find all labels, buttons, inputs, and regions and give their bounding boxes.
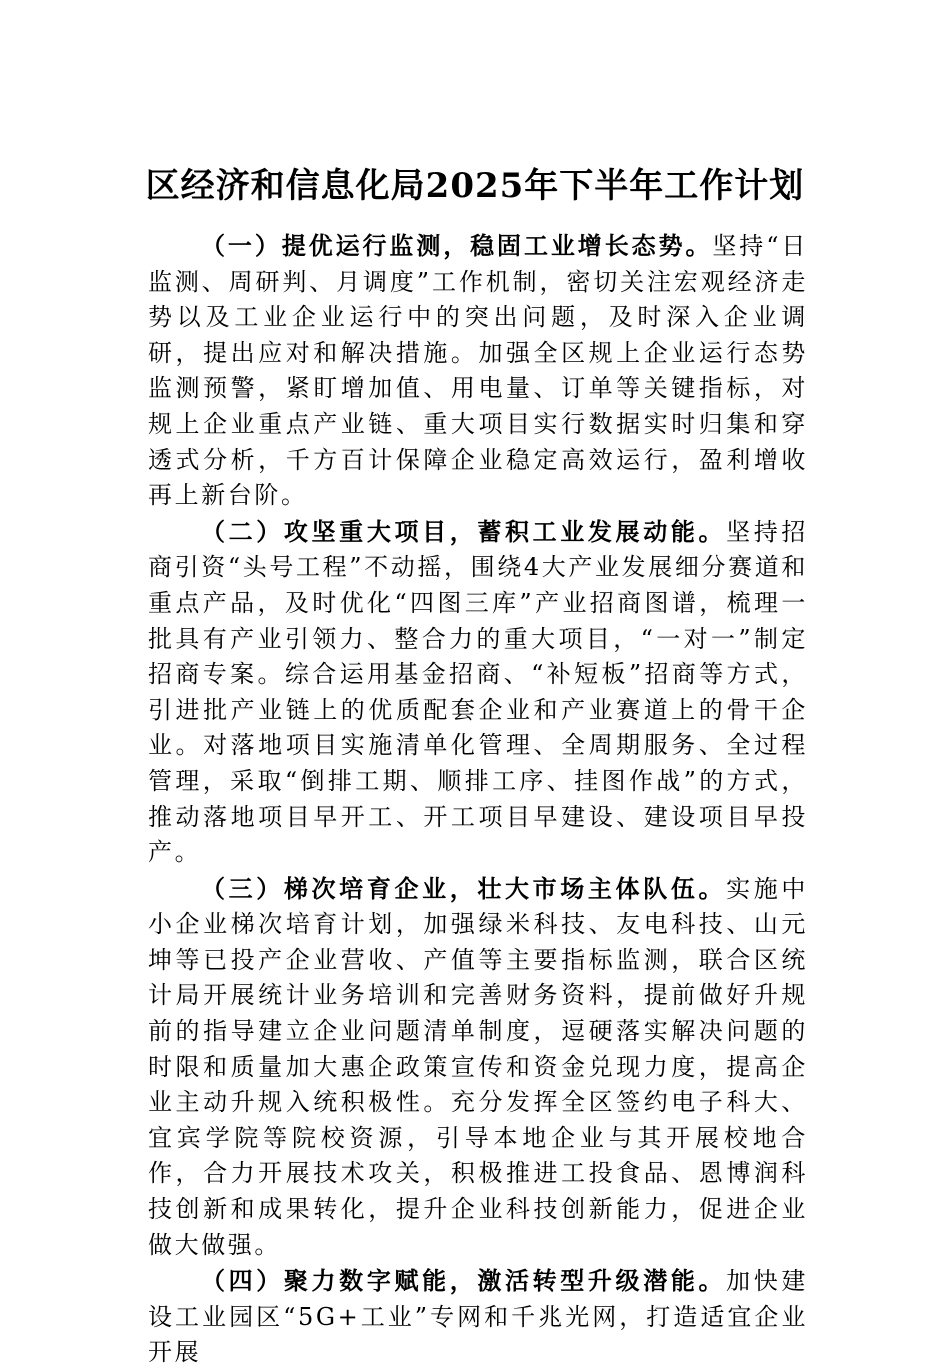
document-body (148, 228, 808, 1371)
paragraph-4-text: 加快建设工业园区“5G+工业”专网和千兆光网，打造适宜企业开展 (148, 1267, 808, 1367)
paragraph-2-text: 坚持招商引资“头号工程”不动摇，围绕4大产业发展细分赛道和重点产品，及时优化“四图三库”产业招商图谱，梳理一批具有产业引领力、整合力的重大项目，“一对一”制定招商专案。综合运用基金招商、“补短板”招商等方式，引进批产业链上的优质配套企业和产业赛道上的骨干企业。对落地项目实施清单化管理、全周期服务、全过程管理，采取“倒排工期、顺排工序、挂图作战”的方式，推动落地项目早开工、开工项目早建设、建设项目早投产。 (148, 517, 808, 867)
document-title: 区经济和信息化局2025年下半年工作计划 (145, 166, 805, 206)
paragraph-1-text: 坚持“日监测、周研判、月调度”工作机制，密切关注宏观经济走势以及工业企业运行中的突出问题，及时深入企业调研，提出应对和解决措施。加强全区规上企业运行态势监测预警，紧盯增加值、用电量、订单等关键指标，对规上企业重点产业链、重大项目实行数据实时归集和穿透式分析，千方百计保障企业稳定高效运行，盈利增收再上新台阶。 (148, 232, 809, 510)
paragraph-1-heading: （一）提优运行监测，稳固工业增长态势。 (201, 231, 713, 260)
paragraph-2 (148, 514, 808, 871)
paragraph-4 (148, 1263, 808, 1371)
paragraph-2-heading: （二）攻坚重大项目，蓄积工业发展动能。 (201, 516, 727, 546)
paragraph-4-heading: （四）聚力数字赋能，激活转型升级潜能。 (201, 1266, 727, 1296)
paragraph-1 (148, 228, 808, 514)
paragraph-3 (148, 871, 808, 1264)
paragraph-3-text: 实施中小企业梯次培育计划，加强绿米科技、友电科技、山元坤等已投产企业营收、产值等主要指标监测，联合区统计局开展统计业务培训和完善财务资料，提前做好升规前的指导建立企业问题清单制度，逗硬落实解决问题的时限和质量加大惠企政策宣传和资金兑现力度，提高企业主动升规入统积极性。充分发挥全区签约电子科大、宜宾学院等院校资源，引导本地企业与其开展校地合作，合力开展技术攻关，积极推进工投食品、恩博润科技创新和成果转化，提升企业科技创新能力，促进企业做大做强。 (148, 874, 808, 1259)
paragraph-3-heading: （三）梯次培育企业，壮大市场主体队伍。 (201, 873, 727, 903)
